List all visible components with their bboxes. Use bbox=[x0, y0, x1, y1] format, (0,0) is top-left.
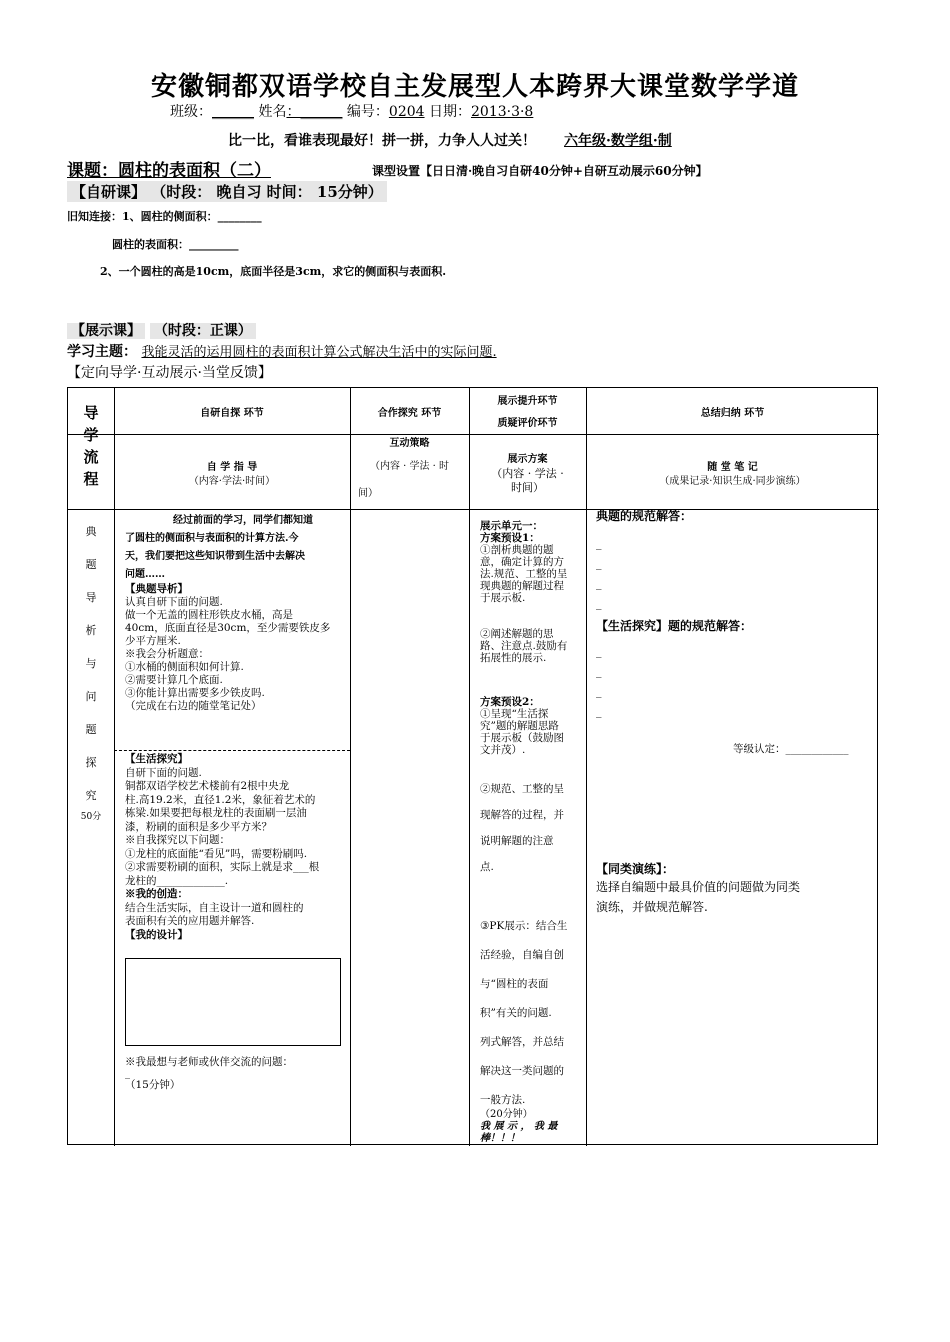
text-line: 少平方厘米. bbox=[125, 635, 181, 647]
page-title: 安徽铜都双语学校自主发展型人本跨界大课堂数学学道 bbox=[150, 72, 799, 102]
text-line: 表面积有关的应用题并解答. bbox=[125, 915, 255, 927]
flow-column-header: 导 学 流 程 bbox=[83, 404, 99, 488]
intro-paragraph: 经过前面的学习，同学们都知道 了圆柱的侧面积与表面积的计算方法.今 天，我们要把这些知识带到生活中去解决 问题…… bbox=[125, 515, 313, 580]
text-line: 【我的设计】 bbox=[125, 928, 188, 941]
self-study-header: 【自研课】 （时段： 晚自习 时间： 15分钟） bbox=[67, 181, 387, 202]
show-plan-note-1: （内容 · 学法 · bbox=[491, 467, 564, 480]
similar-exercise-title: 【同类演练】： bbox=[596, 862, 675, 876]
text-line: 【生活探究】 bbox=[125, 753, 188, 765]
grade-assessment: 等级认定：____________ bbox=[733, 743, 849, 755]
number-label: 编号： bbox=[346, 104, 389, 120]
pk-show-plan bbox=[480, 912, 584, 1115]
similar-exercise-text: 选择自编题中最具价值的问题做为同类 演练，并做规范解答. bbox=[596, 880, 801, 914]
col-divider bbox=[350, 388, 351, 1146]
text-line: 结合生活实际，自主设计一道和圆柱的 bbox=[125, 901, 304, 914]
self-study-time: （15分钟） bbox=[125, 1079, 181, 1091]
class-notes-title: 随 堂 笔 记 bbox=[707, 462, 758, 473]
ask-question-blank[interactable]: _ bbox=[125, 1068, 130, 1079]
interaction-strategy-title: 互动策略 bbox=[389, 438, 430, 449]
text-line: 拓展性的展示. bbox=[480, 652, 547, 664]
life-answer-lines[interactable]: _ _ _ _ bbox=[596, 645, 602, 718]
course-type: 课型设置【日日清·晚自习自研40分钟+自研互动展示60分钟】 bbox=[372, 164, 708, 178]
life-answer-title: 【生活探究】题的规范解答： bbox=[596, 619, 753, 633]
show-plan-2-step-2 bbox=[480, 776, 584, 880]
text-line: 解决这一类问题的 bbox=[480, 1065, 564, 1077]
text-line: 栋梁.如果要把每根龙柱的表面刷一层油 bbox=[125, 807, 307, 819]
text-line: 龙柱的_____________. bbox=[125, 874, 229, 887]
col-divider bbox=[586, 388, 587, 1146]
review-item-2: 圆柱的表面积：_________ bbox=[112, 238, 239, 251]
text-line: 意，确定计算的方 bbox=[480, 556, 564, 568]
self-study-column-header: 自研自探 环节 bbox=[200, 408, 264, 419]
text-line: 路、注意点.鼓励有 bbox=[480, 640, 568, 652]
show-plan-1-step-2 bbox=[480, 628, 584, 664]
text-line: ①剖析典题的题 bbox=[480, 544, 554, 556]
date-value: 2013·3·8 bbox=[471, 104, 534, 120]
text-line: ※我的创造： bbox=[125, 888, 188, 900]
student-info-line bbox=[170, 101, 533, 121]
text-line: ③你能计算出需要多少铁皮吗. bbox=[125, 687, 265, 699]
cooperation-column-header: 合作探究 环节 bbox=[377, 408, 442, 419]
text-line: 法.规范、工整的呈 bbox=[480, 568, 568, 580]
text-line: （完成在右边的随堂笔记处） bbox=[125, 700, 262, 712]
text-line: 柱.高19.2米，直径1.2米，象征着艺术的 bbox=[125, 793, 316, 806]
col-divider bbox=[469, 388, 470, 1146]
text-line: 活经验，自编自创 bbox=[480, 949, 564, 961]
text-line: 40cm，底面直径是30cm，至少需要铁皮多 bbox=[125, 622, 331, 634]
class-value: ______ bbox=[212, 104, 254, 120]
flow-body-label: 典 题 导 析 与 问 题 探 究 bbox=[85, 525, 97, 802]
text-line: 一般方法. bbox=[480, 1094, 526, 1106]
number-value: 0204 bbox=[388, 104, 425, 120]
show-time: （20分钟） bbox=[480, 1109, 533, 1120]
text-line: ②需要计算几个底面. bbox=[125, 674, 223, 686]
review-item-3: 2、一个圆柱的高是10cm，底面半径是3cm，求它的侧面积与表面积. bbox=[100, 265, 447, 278]
typical-answer-title: 典题的规范解答： bbox=[596, 509, 693, 523]
interaction-strategy-note-1: （内容 · 学法 · 时 bbox=[369, 461, 450, 472]
text-line: ②求需要粉刷的面积，实际上就是求___根 bbox=[125, 861, 320, 873]
life-exploration-section bbox=[125, 753, 349, 942]
show-class-header: 【展示课】 （时段：正课） bbox=[67, 320, 256, 340]
self-study-guide-note: （内容·学法·时间） bbox=[188, 476, 276, 487]
text-line: 做一个无盖的圆柱形铁皮水桶，高是 bbox=[125, 609, 293, 621]
slogan-line bbox=[228, 130, 672, 150]
text-line: 于展示板（鼓励图 bbox=[480, 732, 564, 744]
learning-flow-table bbox=[67, 387, 878, 1145]
text-line: ①呈现“生活探 bbox=[480, 708, 549, 720]
show-plan-note-2: 时间） bbox=[511, 481, 544, 494]
text-line: ①龙柱的底面能“看见”吗，需要粉刷吗. bbox=[125, 847, 308, 860]
show-plan-title: 展示方案 bbox=[507, 454, 548, 465]
text-line: 说明解题的注意 bbox=[480, 835, 554, 847]
show-column-header-1: 展示提升环节 bbox=[497, 396, 558, 407]
typical-answer-lines[interactable]: _ _ _ _ bbox=[596, 537, 602, 610]
lesson-subject: 课题：圆柱的表面积（二） bbox=[67, 161, 271, 181]
typical-problem-section bbox=[125, 583, 349, 713]
text-line: 现典题的解题过程 bbox=[480, 580, 564, 592]
text-line: 究”题的解题思路 bbox=[480, 720, 559, 732]
text-line: ③PK展示：结合生 bbox=[480, 920, 568, 932]
text-line: 自研下面的问题. bbox=[125, 766, 202, 779]
text-line: 与“圆柱的表面 bbox=[480, 978, 549, 990]
row-divider bbox=[68, 434, 879, 435]
ask-question-line: ※我最想与老师或伙伴交流的问题： bbox=[125, 1056, 293, 1068]
text-line: 铜都双语学校艺术楼前有2根中央龙 bbox=[125, 780, 290, 792]
cheer-text: 我 展 示 ， 我 最 棒！！！ bbox=[480, 1121, 558, 1144]
self-study-guide-title: 自 学 指 导 bbox=[206, 462, 258, 473]
text-line: ①水桶的侧面积如何计算. bbox=[125, 661, 244, 673]
class-label: 班级： bbox=[170, 104, 212, 120]
text-line: 【典题导析】 bbox=[125, 583, 188, 595]
slogan: 比一比，看谁表现最好！拼一拼，力争人人过关！ bbox=[228, 133, 536, 149]
text-line: 文并茂）. bbox=[480, 744, 526, 756]
name-label: 姓名 bbox=[258, 104, 287, 120]
guide-label: 【定向导学·互动展示·当堂反馈】 bbox=[67, 365, 272, 381]
text-line: 认真自研下面的问题. bbox=[125, 596, 223, 608]
learning-theme: 学习主题： 我能灵活的运用圆柱的表面积计算公式解决生活中的实际问题. bbox=[67, 344, 497, 360]
show-plan-2 bbox=[480, 696, 584, 756]
show-plan-1 bbox=[480, 520, 584, 604]
section-divider bbox=[114, 750, 350, 751]
summary-column-header: 总结归纳 环节 bbox=[700, 408, 765, 419]
text-line: ②阐述解题的思 bbox=[480, 628, 554, 640]
class-notes-note: （成果记录·知识生成·同步演练） bbox=[659, 476, 806, 487]
text-line: ※自我探究以下问题： bbox=[125, 834, 230, 846]
text-line: 现解答的过程，并 bbox=[480, 809, 564, 821]
my-design-box[interactable] bbox=[125, 958, 341, 1046]
name-value: ：______ bbox=[286, 104, 343, 120]
flow-time: 50分 bbox=[80, 812, 102, 822]
text-line: 积”有关的问题. bbox=[480, 1007, 552, 1019]
interaction-strategy-note-2: 间） bbox=[358, 488, 378, 499]
text-line: 展示单元一： bbox=[480, 520, 543, 532]
text-line: ②规范、工整的呈 bbox=[480, 783, 564, 795]
text-line: 漆，粉刷的面积是多少平方米？ bbox=[125, 820, 272, 833]
review-item-1: 旧知连接：1、圆柱的侧面积：________ bbox=[67, 210, 262, 223]
text-line: 列式解答，并总结 bbox=[480, 1036, 564, 1048]
text-line: 于展示板. bbox=[480, 592, 526, 604]
text-line: 方案预设2： bbox=[480, 696, 540, 708]
col-divider bbox=[114, 388, 115, 1146]
text-line: ※我会分析题意： bbox=[125, 648, 209, 660]
grade-group: 六年级·数学组·制 bbox=[564, 133, 672, 149]
text-line: 方案预设1： bbox=[480, 532, 540, 544]
text-line: 点. bbox=[480, 861, 494, 873]
date-label: 日期： bbox=[429, 104, 471, 120]
show-column-header-2: 质疑评价环节 bbox=[497, 418, 558, 429]
